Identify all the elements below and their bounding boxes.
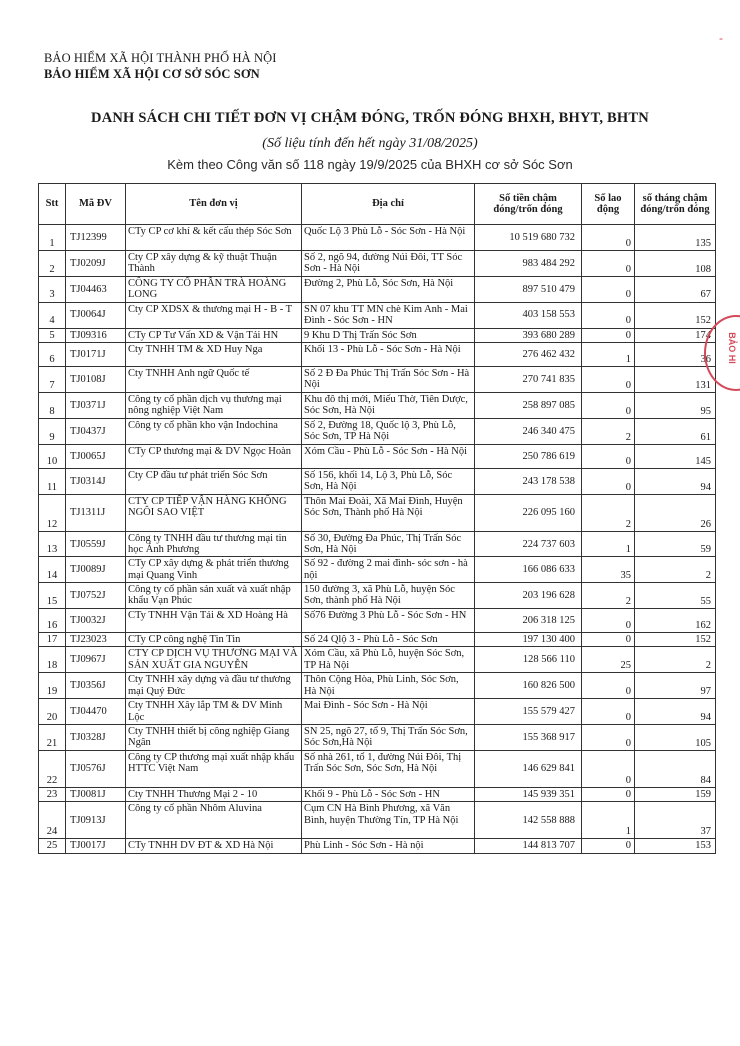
row-amount: 270 741 835 xyxy=(475,366,582,392)
document-title: DANH SÁCH CHI TIẾT ĐƠN VỊ CHẬM ĐÓNG, TRỐN ĐÓNG BHXH, BHYT, BHTN xyxy=(91,110,649,126)
row-address: Cụm CN Hà Bình Phương, xã Văn Bình, huyện Thường Tín, TP Hà Nội xyxy=(302,802,475,839)
seal-text: BẢO HI xyxy=(726,332,737,364)
row-labor-count: 0 xyxy=(582,277,635,303)
row-address: Số76 Đường 3 Phù Lỗ - Sóc Sơn - HN xyxy=(302,609,475,633)
col-header-code: Mã ĐV xyxy=(66,184,126,225)
row-labor-count: 0 xyxy=(582,225,635,251)
row-amount: 276 462 432 xyxy=(475,342,582,366)
row-months-overdue: 105 xyxy=(635,724,716,750)
row-unit-code: TJ0314J xyxy=(66,468,126,494)
row-months-overdue: 26 xyxy=(635,494,716,531)
row-unit-code: TJ0064J xyxy=(66,302,126,328)
table-row xyxy=(39,699,716,725)
row-address: SN 25, ngõ 27, tổ 9, Thị Trấn Sóc Sơn, Sóc Sơn,Hà Nội xyxy=(302,724,475,750)
row-unit-code: TJ04470 xyxy=(66,699,126,725)
row-address: Xóm Cầu, xã Phù Lỗ, huyện Sóc Sơn, TP Hà Nội xyxy=(302,647,475,673)
col-header-months: số tháng chậm đóng/trốn đóng xyxy=(635,184,716,225)
row-months-overdue: 67 xyxy=(635,277,716,303)
row-unit-name: CTy CP cơ khí & kết cấu thép Sóc Sơn xyxy=(126,225,302,251)
row-address: Khu đô thị mới, Miếu Thờ, Tiên Dược, Sóc Sơn, Hà Nội xyxy=(302,392,475,418)
row-unit-name: CTY CP DỊCH VỤ THƯƠNG MẠI VÀ SẢN XUẤT GIA NGUYỄN xyxy=(126,647,302,673)
row-address: Số 92 - đường 2 mai đình- sóc sơn - hà nội xyxy=(302,557,475,583)
row-amount: 166 086 633 xyxy=(475,557,582,583)
row-unit-code: TJ0967J xyxy=(66,647,126,673)
table-row xyxy=(39,673,716,699)
row-labor-count: 0 xyxy=(582,302,635,328)
row-address: Số nhà 261, tổ 1, đường Núi Đôi, Thị Trấn Sóc Sơn, Sóc Sơn, Hà Nội xyxy=(302,750,475,787)
row-address: Đường 2, Phù Lỗ, Sóc Sơn, Hà Nội xyxy=(302,277,475,303)
row-labor-count: 2 xyxy=(582,418,635,444)
row-months-overdue: 131 xyxy=(635,366,716,392)
row-amount: 403 158 553 xyxy=(475,302,582,328)
row-address: Khối 9 - Phù Lỗ - Sóc Sơn - HN xyxy=(302,787,475,801)
row-stt: 19 xyxy=(39,673,66,699)
row-unit-name: Cty CP đầu tư phát triển Sóc Sơn xyxy=(126,468,302,494)
row-unit-name: CTY CP TIẾP VẬN HÀNG KHÔNG NGÔI SAO VIỆT xyxy=(126,494,302,531)
row-unit-code: TJ0371J xyxy=(66,392,126,418)
row-stt: 17 xyxy=(39,633,66,647)
row-stt: 2 xyxy=(39,251,66,277)
table-row xyxy=(39,366,716,392)
row-months-overdue: 2 xyxy=(635,647,716,673)
row-stt: 23 xyxy=(39,787,66,801)
row-labor-count: 0 xyxy=(582,366,635,392)
row-address: Thôn Mai Đoài, Xã Mai Đình, Huyện Sóc Sơn, Thành phố Hà Nội xyxy=(302,494,475,531)
row-unit-name: Cty TNHH Thương Mại 2 - 10 xyxy=(126,787,302,801)
row-unit-code: TJ0171J xyxy=(66,342,126,366)
row-labor-count: 1 xyxy=(582,531,635,557)
row-months-overdue: 37 xyxy=(635,802,716,839)
row-stt: 10 xyxy=(39,444,66,468)
row-unit-code: TJ0065J xyxy=(66,444,126,468)
row-stt: 13 xyxy=(39,531,66,557)
row-unit-code: TJ0209J xyxy=(66,251,126,277)
document-reference: Kèm theo Công văn số 118 ngày 19/9/2025 của BHXH cơ sở Sóc Sơn xyxy=(167,157,573,172)
row-months-overdue: 152 xyxy=(635,633,716,647)
row-months-overdue: 159 xyxy=(635,787,716,801)
row-stt: 21 xyxy=(39,724,66,750)
row-amount: 226 095 160 xyxy=(475,494,582,531)
row-months-overdue: 145 xyxy=(635,444,716,468)
row-stt: 16 xyxy=(39,609,66,633)
row-months-overdue: 95 xyxy=(635,392,716,418)
table-row xyxy=(39,557,716,583)
row-unit-code: TJ23023 xyxy=(66,633,126,647)
row-labor-count: 0 xyxy=(582,839,635,853)
row-months-overdue: 135 xyxy=(635,225,716,251)
row-unit-name: CÔNG TY CỔ PHẦN TRÀ HOÀNG LONG xyxy=(126,277,302,303)
row-unit-code: TJ0089J xyxy=(66,557,126,583)
table-row xyxy=(39,609,716,633)
row-labor-count: 2 xyxy=(582,494,635,531)
row-months-overdue: 55 xyxy=(635,583,716,609)
row-months-overdue: 94 xyxy=(635,468,716,494)
row-unit-code: TJ04463 xyxy=(66,277,126,303)
row-labor-count: 0 xyxy=(582,673,635,699)
row-unit-code: TJ0032J xyxy=(66,609,126,633)
row-unit-code: TJ0328J xyxy=(66,724,126,750)
row-months-overdue: 174 xyxy=(635,328,716,342)
row-unit-name: CTy TNHH Vận Tải & XD Hoàng Hà xyxy=(126,609,302,633)
overdue-units-table xyxy=(38,183,716,854)
row-unit-code: TJ1311J xyxy=(66,494,126,531)
row-unit-name: Công ty cổ phần dịch vụ thương mại nông nghiệp Việt Nam xyxy=(126,392,302,418)
table-row xyxy=(39,251,716,277)
row-labor-count: 1 xyxy=(582,802,635,839)
row-unit-name: Công ty cổ phần kho vận Indochina xyxy=(126,418,302,444)
row-amount: 197 130 400 xyxy=(475,633,582,647)
table-row xyxy=(39,839,716,853)
row-stt: 18 xyxy=(39,647,66,673)
row-labor-count: 0 xyxy=(582,328,635,342)
row-amount: 155 579 427 xyxy=(475,699,582,725)
table-body xyxy=(39,225,716,854)
row-stt: 4 xyxy=(39,302,66,328)
row-months-overdue: 108 xyxy=(635,251,716,277)
table-row xyxy=(39,302,716,328)
row-months-overdue: 94 xyxy=(635,699,716,725)
row-amount: 983 484 292 xyxy=(475,251,582,277)
row-address: Số 30, Đường Đa Phúc, Thị Trấn Sóc Sơn, Hà Nội xyxy=(302,531,475,557)
document-subtitle: (Số liệu tính đến hết ngày 31/08/2025) xyxy=(262,136,478,151)
row-labor-count: 0 xyxy=(582,724,635,750)
row-months-overdue: 162 xyxy=(635,609,716,633)
row-amount: 246 340 475 xyxy=(475,418,582,444)
row-amount: 224 737 603 xyxy=(475,531,582,557)
col-header-amount: Số tiền chậm đóng/trốn đóng xyxy=(475,184,582,225)
row-amount: 258 897 085 xyxy=(475,392,582,418)
org-name-city: BẢO HIỂM XÃ HỘI THÀNH PHỐ HÀ NỘI xyxy=(44,51,277,65)
row-unit-name: CTy CP thương mại & DV Ngọc Hoàn xyxy=(126,444,302,468)
row-unit-name: Công ty CP thương mại xuất nhập khẩu HTTC Việt Nam xyxy=(126,750,302,787)
row-stt: 24 xyxy=(39,802,66,839)
row-address: Số 24 Qlộ 3 - Phù Lỗ - Sóc Sơn xyxy=(302,633,475,647)
row-stt: 25 xyxy=(39,839,66,853)
row-address: SN 07 khu TT MN chè Kim Anh - Mai Đình - Sóc Sơn - HN xyxy=(302,302,475,328)
row-amount: 393 680 289 xyxy=(475,328,582,342)
row-months-overdue: 84 xyxy=(635,750,716,787)
table-row xyxy=(39,468,716,494)
row-unit-code: TJ0017J xyxy=(66,839,126,853)
row-months-overdue: 2 xyxy=(635,557,716,583)
row-unit-code: TJ0356J xyxy=(66,673,126,699)
row-amount: 155 368 917 xyxy=(475,724,582,750)
row-unit-name: Cty TNHH TM & XD Huy Nga xyxy=(126,342,302,366)
row-stt: 9 xyxy=(39,418,66,444)
row-unit-code: TJ12399 xyxy=(66,225,126,251)
table-row xyxy=(39,531,716,557)
row-labor-count: 0 xyxy=(582,468,635,494)
row-months-overdue: 153 xyxy=(635,839,716,853)
row-labor-count: 25 xyxy=(582,647,635,673)
row-labor-count: 1 xyxy=(582,342,635,366)
row-unit-name: Cty CP XDSX & thương mại H - B - T xyxy=(126,302,302,328)
row-labor-count: 0 xyxy=(582,633,635,647)
row-stt: 3 xyxy=(39,277,66,303)
row-months-overdue: 97 xyxy=(635,673,716,699)
row-unit-code: TJ0752J xyxy=(66,583,126,609)
row-unit-name: Công ty cổ phần Nhôm Aluvina xyxy=(126,802,302,839)
table-row xyxy=(39,787,716,801)
row-address: 150 đường 3, xã Phù Lỗ, huyện Sóc Sơn, thành phố Hà Nội xyxy=(302,583,475,609)
org-name-district: BẢO HIỂM XÃ HỘI CƠ SỞ SÓC SƠN xyxy=(44,67,260,81)
col-header-name: Tên đơn vị xyxy=(126,184,302,225)
table-row xyxy=(39,647,716,673)
row-unit-code: TJ0108J xyxy=(66,366,126,392)
row-address: Số 2, ngõ 94, đường Núi Đôi, TT Sóc Sơn - Hà Nội xyxy=(302,251,475,277)
col-header-address: Địa chỉ xyxy=(302,184,475,225)
row-amount: 250 786 619 xyxy=(475,444,582,468)
row-unit-name: CTy TNHH DV ĐT & XD Hà Nội xyxy=(126,839,302,853)
row-address: Số 156, khối 14, Lộ 3, Phù Lỗ, Sóc Sơn, Hà Nội xyxy=(302,468,475,494)
row-address: Số 2 Đ Đa Phúc Thị Trấn Sóc Sơn - Hà Nội xyxy=(302,366,475,392)
row-stt: 1 xyxy=(39,225,66,251)
row-address: Khối 13 - Phù Lỗ - Sóc Sơn - Hà Nội xyxy=(302,342,475,366)
row-stt: 6 xyxy=(39,342,66,366)
table-row xyxy=(39,342,716,366)
row-address: Phù Linh - Sóc Sơn - Hà nội xyxy=(302,839,475,853)
row-amount: 145 939 351 xyxy=(475,787,582,801)
row-amount: 206 318 125 xyxy=(475,609,582,633)
row-unit-name: Công ty TNHH đầu tư thương mại tin học Ánh Phương xyxy=(126,531,302,557)
row-amount: 142 558 888 xyxy=(475,802,582,839)
row-labor-count: 0 xyxy=(582,787,635,801)
table-row xyxy=(39,494,716,531)
row-unit-code: TJ0437J xyxy=(66,418,126,444)
row-unit-code: TJ0081J xyxy=(66,787,126,801)
row-amount: 128 566 110 xyxy=(475,647,582,673)
row-unit-code: TJ0576J xyxy=(66,750,126,787)
row-labor-count: 0 xyxy=(582,251,635,277)
row-months-overdue: 61 xyxy=(635,418,716,444)
row-labor-count: 35 xyxy=(582,557,635,583)
table-row xyxy=(39,392,716,418)
row-unit-name: Cty CP xây dựng & kỹ thuật Thuận Thành xyxy=(126,251,302,277)
row-address: 9 Khu D Thị Trấn Sóc Sơn xyxy=(302,328,475,342)
row-amount: 203 196 628 xyxy=(475,583,582,609)
row-labor-count: 0 xyxy=(582,444,635,468)
row-stt: 7 xyxy=(39,366,66,392)
table-row xyxy=(39,277,716,303)
row-labor-count: 0 xyxy=(582,609,635,633)
row-unit-name: Cty TNHH Xây lắp TM & DV Minh Lộc xyxy=(126,699,302,725)
row-labor-count: 0 xyxy=(582,392,635,418)
row-months-overdue: 152 xyxy=(635,302,716,328)
row-stt: 20 xyxy=(39,699,66,725)
col-header-stt: Stt xyxy=(39,184,66,225)
row-address: Quốc Lộ 3 Phù Lỗ - Sóc Sơn - Hà Nội xyxy=(302,225,475,251)
col-header-labor: Số lao động xyxy=(582,184,635,225)
row-stt: 14 xyxy=(39,557,66,583)
row-address: Mai Đình - Sóc Sơn - Hà Nội xyxy=(302,699,475,725)
row-stt: 12 xyxy=(39,494,66,531)
table-row xyxy=(39,444,716,468)
row-unit-name: CTy CP xây dựng & phát triển thương mại Quang Vinh xyxy=(126,557,302,583)
row-stt: 8 xyxy=(39,392,66,418)
row-unit-name: Cty TNHH Anh ngữ Quốc tế xyxy=(126,366,302,392)
table-row xyxy=(39,418,716,444)
row-months-overdue: 59 xyxy=(635,531,716,557)
row-amount: 146 629 841 xyxy=(475,750,582,787)
row-labor-count: 0 xyxy=(582,699,635,725)
row-amount: 897 510 479 xyxy=(475,277,582,303)
table-row xyxy=(39,633,716,647)
row-stt: 22 xyxy=(39,750,66,787)
row-unit-name: Cty TNHH thiết bị công nghiệp Giang Ngân xyxy=(126,724,302,750)
row-unit-code: TJ0913J xyxy=(66,802,126,839)
table-header-row xyxy=(39,184,716,225)
row-unit-name: Cty TNHH xây dựng và đầu tư thương mại Quý Đức xyxy=(126,673,302,699)
row-amount: 144 813 707 xyxy=(475,839,582,853)
table-row xyxy=(39,583,716,609)
row-labor-count: 0 xyxy=(582,750,635,787)
row-labor-count: 2 xyxy=(582,583,635,609)
row-address: Số 2, Đường 18, Quốc lộ 3, Phù Lỗ, Sóc Sơn, TP Hà Nội xyxy=(302,418,475,444)
table-row xyxy=(39,802,716,839)
row-unit-name: Công ty cổ phần sản xuất và xuất nhập khẩu Vạn Phúc xyxy=(126,583,302,609)
row-stt: 11 xyxy=(39,468,66,494)
row-address: Xóm Cầu - Phù Lỗ - Sóc Sơn - Hà Nội xyxy=(302,444,475,468)
table-row xyxy=(39,750,716,787)
table-row xyxy=(39,724,716,750)
row-months-overdue: 36 xyxy=(635,342,716,366)
row-unit-code: TJ0559J xyxy=(66,531,126,557)
row-amount: 160 826 500 xyxy=(475,673,582,699)
row-stt: 15 xyxy=(39,583,66,609)
row-address: Thôn Cộng Hòa, Phù Linh, Sóc Sơn, Hà Nội xyxy=(302,673,475,699)
row-stt: 5 xyxy=(39,328,66,342)
row-amount: 10 519 680 732 xyxy=(475,225,582,251)
row-unit-name: CTy CP Tư Vấn XD & Vận Tải HN xyxy=(126,328,302,342)
row-unit-code: TJ09316 xyxy=(66,328,126,342)
row-unit-name: CTy CP công nghệ Tin Tin xyxy=(126,633,302,647)
table-row xyxy=(39,328,716,342)
row-amount: 243 178 538 xyxy=(475,468,582,494)
corner-mark: - xyxy=(719,31,723,45)
table-row xyxy=(39,225,716,251)
